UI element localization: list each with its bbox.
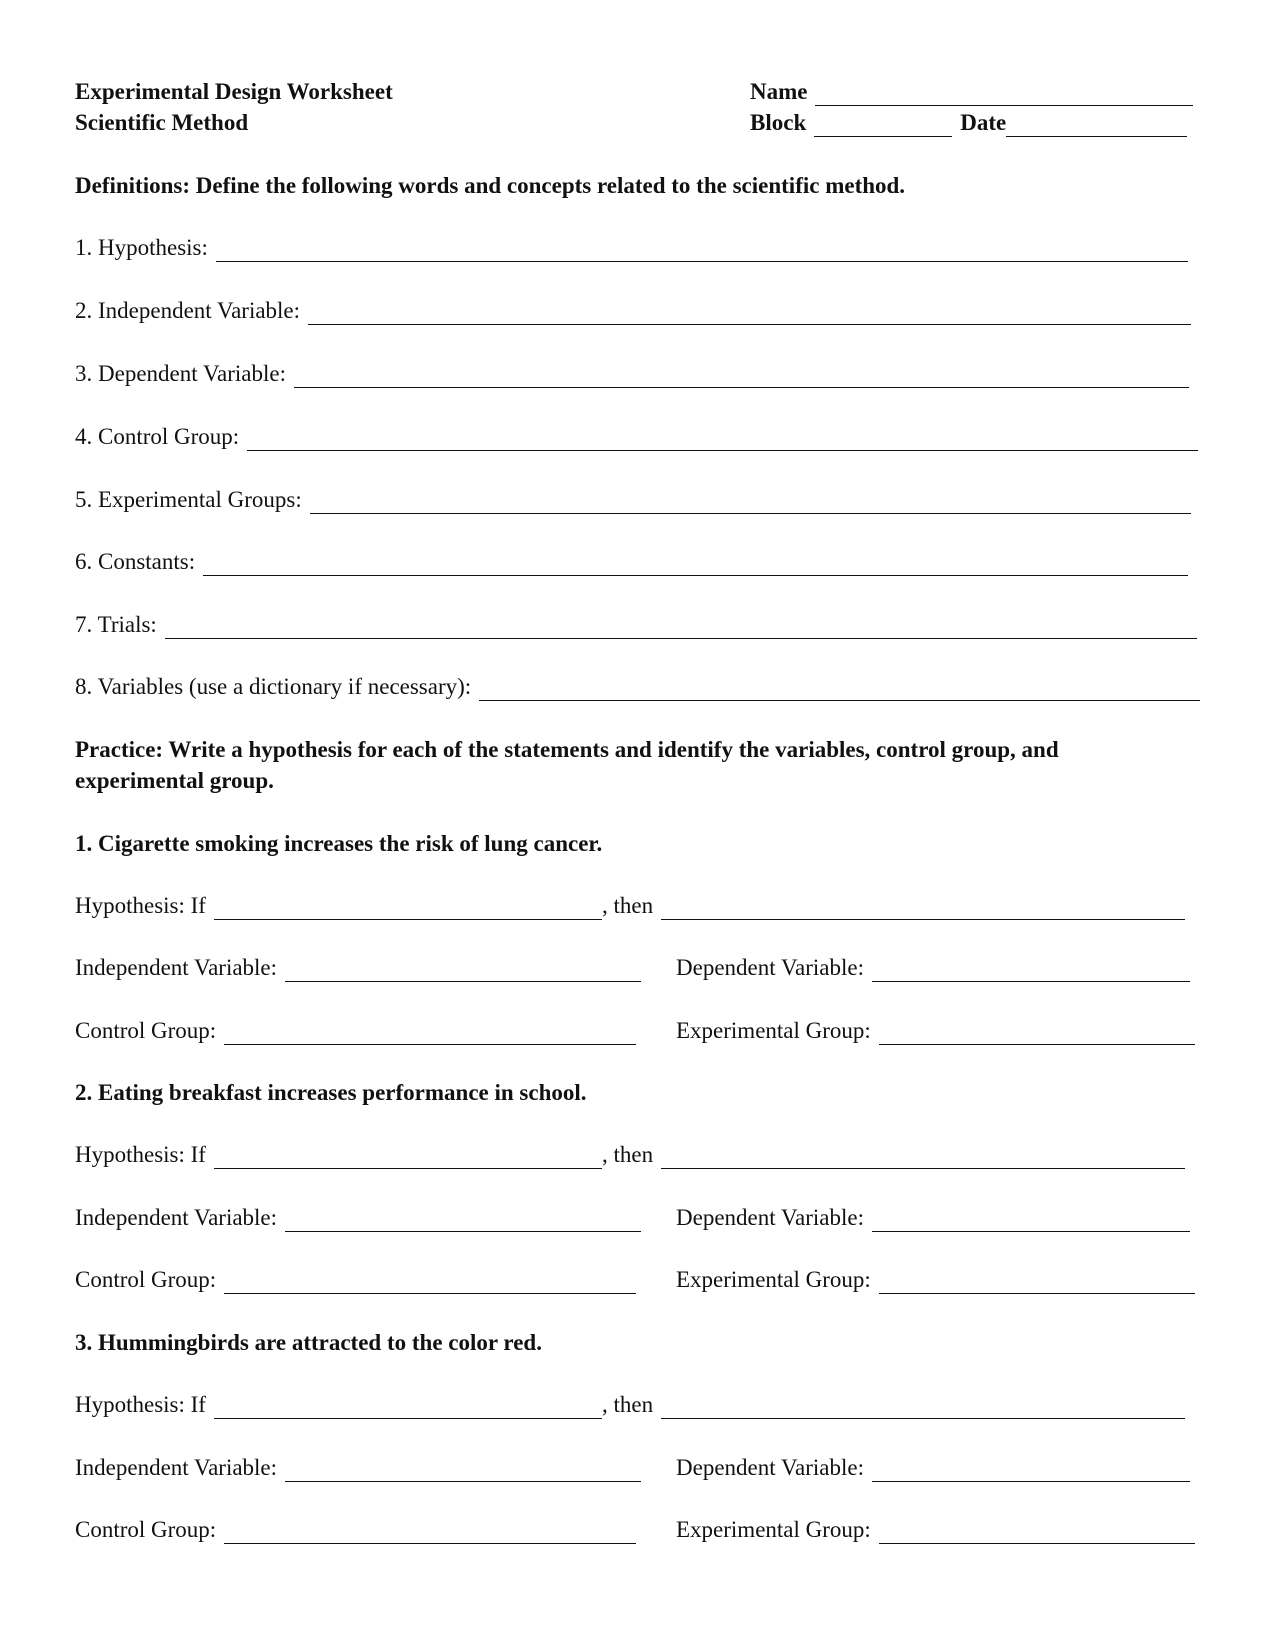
- experimental-group-row: [676, 1516, 1195, 1544]
- control-group-row: [75, 1266, 636, 1294]
- experimental-group-label: Experimental Group:: [676, 1517, 871, 1542]
- definition-label: 3. Dependent Variable:: [75, 361, 286, 386]
- definition-answer-field[interactable]: [294, 365, 1189, 388]
- experimental-group-label: Experimental Group:: [676, 1267, 871, 1292]
- practice-heading-line2: experimental group.: [75, 768, 274, 793]
- definition-label: 7. Trials:: [75, 612, 157, 637]
- dependent-variable-label: Dependent Variable:: [676, 1455, 864, 1480]
- control-group-field[interactable]: [224, 1271, 636, 1294]
- block-label: Block: [750, 110, 807, 135]
- definition-label: 1. Hypothesis:: [75, 235, 208, 260]
- dependent-variable-field[interactable]: [872, 959, 1190, 982]
- experimental-group-label: Experimental Group:: [676, 1018, 871, 1043]
- hypothesis-if-label: Hypothesis: If: [75, 893, 206, 918]
- control-group-row: [75, 1017, 636, 1045]
- control-group-label: Control Group:: [75, 1267, 217, 1292]
- control-group-row: [75, 1516, 636, 1544]
- hypothesis-then-field[interactable]: [661, 897, 1185, 920]
- definition-label: 2. Independent Variable:: [75, 298, 301, 323]
- definition-row: [75, 611, 1197, 639]
- date-label: Date: [960, 110, 1007, 135]
- independent-variable-row: [75, 1454, 641, 1482]
- hypothesis-then-label: , then: [601, 1142, 654, 1167]
- hypothesis-then-label: , then: [601, 1392, 654, 1417]
- hypothesis-if-field[interactable]: [214, 1146, 602, 1169]
- definition-row: [75, 297, 1191, 325]
- block-date-row: [750, 109, 1187, 137]
- independent-variable-label: Independent Variable:: [75, 955, 278, 980]
- control-group-label: Control Group:: [75, 1517, 217, 1542]
- experimental-group-field[interactable]: [879, 1022, 1195, 1045]
- experimental-group-row: [676, 1266, 1195, 1294]
- hypothesis-row: [75, 1141, 1185, 1169]
- hypothesis-then-label: , then: [601, 893, 654, 918]
- statement-2: 2. Eating breakfast increases performance in school.: [75, 1080, 587, 1105]
- dependent-variable-row: [676, 1454, 1190, 1482]
- independent-variable-label: Independent Variable:: [75, 1455, 278, 1480]
- definition-answer-field[interactable]: [479, 678, 1200, 701]
- worksheet-title: Experimental Design Worksheet: [75, 79, 393, 104]
- dependent-variable-field[interactable]: [872, 1459, 1190, 1482]
- block-field[interactable]: [814, 114, 952, 137]
- hypothesis-if-label: Hypothesis: If: [75, 1142, 206, 1167]
- hypothesis-row: [75, 892, 1185, 920]
- definition-row: [75, 234, 1188, 262]
- hypothesis-if-field[interactable]: [214, 1396, 602, 1419]
- definition-label: 5. Experimental Groups:: [75, 487, 302, 512]
- name-field[interactable]: [815, 83, 1193, 106]
- definition-answer-field[interactable]: [216, 239, 1188, 262]
- control-group-field[interactable]: [224, 1521, 636, 1544]
- dependent-variable-field[interactable]: [872, 1209, 1190, 1232]
- definition-label: 4. Control Group:: [75, 424, 240, 449]
- experimental-group-field[interactable]: [879, 1271, 1195, 1294]
- experimental-group-row: [676, 1017, 1195, 1045]
- definition-row: [75, 548, 1188, 576]
- experimental-group-field[interactable]: [879, 1521, 1195, 1544]
- definition-label: 6. Constants:: [75, 549, 196, 574]
- definition-label: 8. Variables (use a dictionary if necessary):: [75, 674, 472, 699]
- dependent-variable-row: [676, 1204, 1190, 1232]
- definition-answer-field[interactable]: [247, 428, 1198, 451]
- dependent-variable-row: [676, 954, 1190, 982]
- control-group-field[interactable]: [224, 1022, 636, 1045]
- independent-variable-field[interactable]: [285, 959, 641, 982]
- definition-answer-field[interactable]: [310, 491, 1191, 514]
- dependent-variable-label: Dependent Variable:: [676, 955, 864, 980]
- hypothesis-then-field[interactable]: [661, 1396, 1185, 1419]
- independent-variable-field[interactable]: [285, 1209, 641, 1232]
- definitions-heading: Definitions: Define the following words and concepts related to the scientific method.: [75, 173, 906, 198]
- definition-row: [75, 673, 1200, 701]
- definition-row: [75, 423, 1198, 451]
- definition-row: [75, 360, 1189, 388]
- name-label: Name: [750, 79, 808, 104]
- independent-variable-label: Independent Variable:: [75, 1205, 278, 1230]
- name-row: [750, 78, 1193, 106]
- dependent-variable-label: Dependent Variable:: [676, 1205, 864, 1230]
- hypothesis-then-field[interactable]: [661, 1146, 1185, 1169]
- statement-3: 3. Hummingbirds are attracted to the color red.: [75, 1330, 542, 1355]
- independent-variable-row: [75, 954, 641, 982]
- definition-answer-field[interactable]: [203, 553, 1188, 576]
- statement-1: 1. Cigarette smoking increases the risk of lung cancer.: [75, 831, 603, 856]
- hypothesis-if-label: Hypothesis: If: [75, 1392, 206, 1417]
- definition-row: [75, 486, 1191, 514]
- definition-answer-field[interactable]: [308, 302, 1191, 325]
- hypothesis-if-field[interactable]: [214, 897, 602, 920]
- practice-heading-line1: Practice: Write a hypothesis for each of the statements and identify the variables, control group, and: [75, 737, 1059, 762]
- hypothesis-row: [75, 1391, 1185, 1419]
- date-field[interactable]: [1006, 114, 1187, 137]
- independent-variable-field[interactable]: [285, 1459, 641, 1482]
- worksheet-subtitle: Scientific Method: [75, 110, 249, 135]
- control-group-label: Control Group:: [75, 1018, 217, 1043]
- definition-answer-field[interactable]: [165, 616, 1197, 639]
- independent-variable-row: [75, 1204, 641, 1232]
